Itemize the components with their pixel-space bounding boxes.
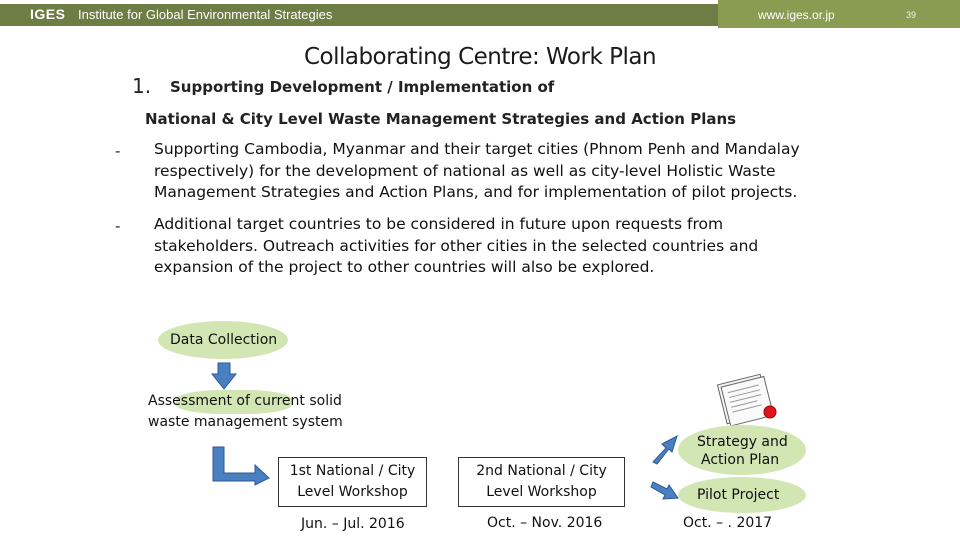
bullet-text: Supporting Cambodia, Myanmar and their target cities (Phnom Penh and Mandalay respectively) for the development of national as well as city-level Holistic Waste Management Strategies and Action Plans, and for implementation of pilot projects. (154, 140, 800, 201)
institute-name: Institute for Global Environmental Strategies (78, 7, 333, 22)
diagonal-arrow-icon (650, 478, 680, 506)
section-number: 1. (132, 74, 152, 98)
date-workshop-2: Oct. – Nov. 2016 (487, 515, 603, 531)
data-collection-label: Data Collection (170, 332, 278, 348)
bullet-marker: - (115, 142, 121, 160)
date-strategy: Oct. – . 2017 (683, 515, 773, 531)
elbow-arrow-icon (211, 445, 271, 487)
header-bar (0, 0, 960, 30)
strategy-label-line2: Action Plan (701, 452, 780, 468)
iges-logo: IGES (30, 6, 66, 22)
bullet-text: Additional target countries to be considered in future upon requests from stakeholders. Outreach activities for other cities in the selected countries and expansion of the project to other countries will also be explored. (154, 215, 759, 276)
section-heading-line1: Supporting Development / Implementation of (170, 78, 555, 96)
document-stack-icon (712, 370, 784, 430)
pilot-project-label: Pilot Project (697, 487, 780, 503)
date-workshop-1: Jun. – Jul. 2016 (301, 516, 405, 532)
assessment-label-line2: waste management system (148, 414, 343, 430)
workshop-2-line1: 2nd National / City (476, 463, 607, 479)
strategy-label-line1: Strategy and (697, 434, 788, 450)
down-arrow-icon (211, 362, 237, 390)
workshop-2-box (458, 457, 625, 507)
assessment-label-line1: Assessment of current solid (148, 393, 342, 409)
website-url[interactable]: www.iges.or.jp (758, 8, 835, 22)
slide-number: 39 (906, 10, 917, 20)
workshop-1-line1: 1st National / City (289, 463, 416, 479)
bullet-marker: - (115, 217, 121, 235)
slide-title: Collaborating Centre: Work Plan (303, 44, 657, 70)
workshop-1-line2: Level Workshop (297, 484, 408, 500)
diagonal-arrow-icon (650, 430, 680, 466)
section-heading-line2: National & City Level Waste Management Strategies and Action Plans (145, 110, 737, 128)
workshop-2-line2: Level Workshop (486, 484, 597, 500)
workshop-1-box (278, 457, 427, 507)
